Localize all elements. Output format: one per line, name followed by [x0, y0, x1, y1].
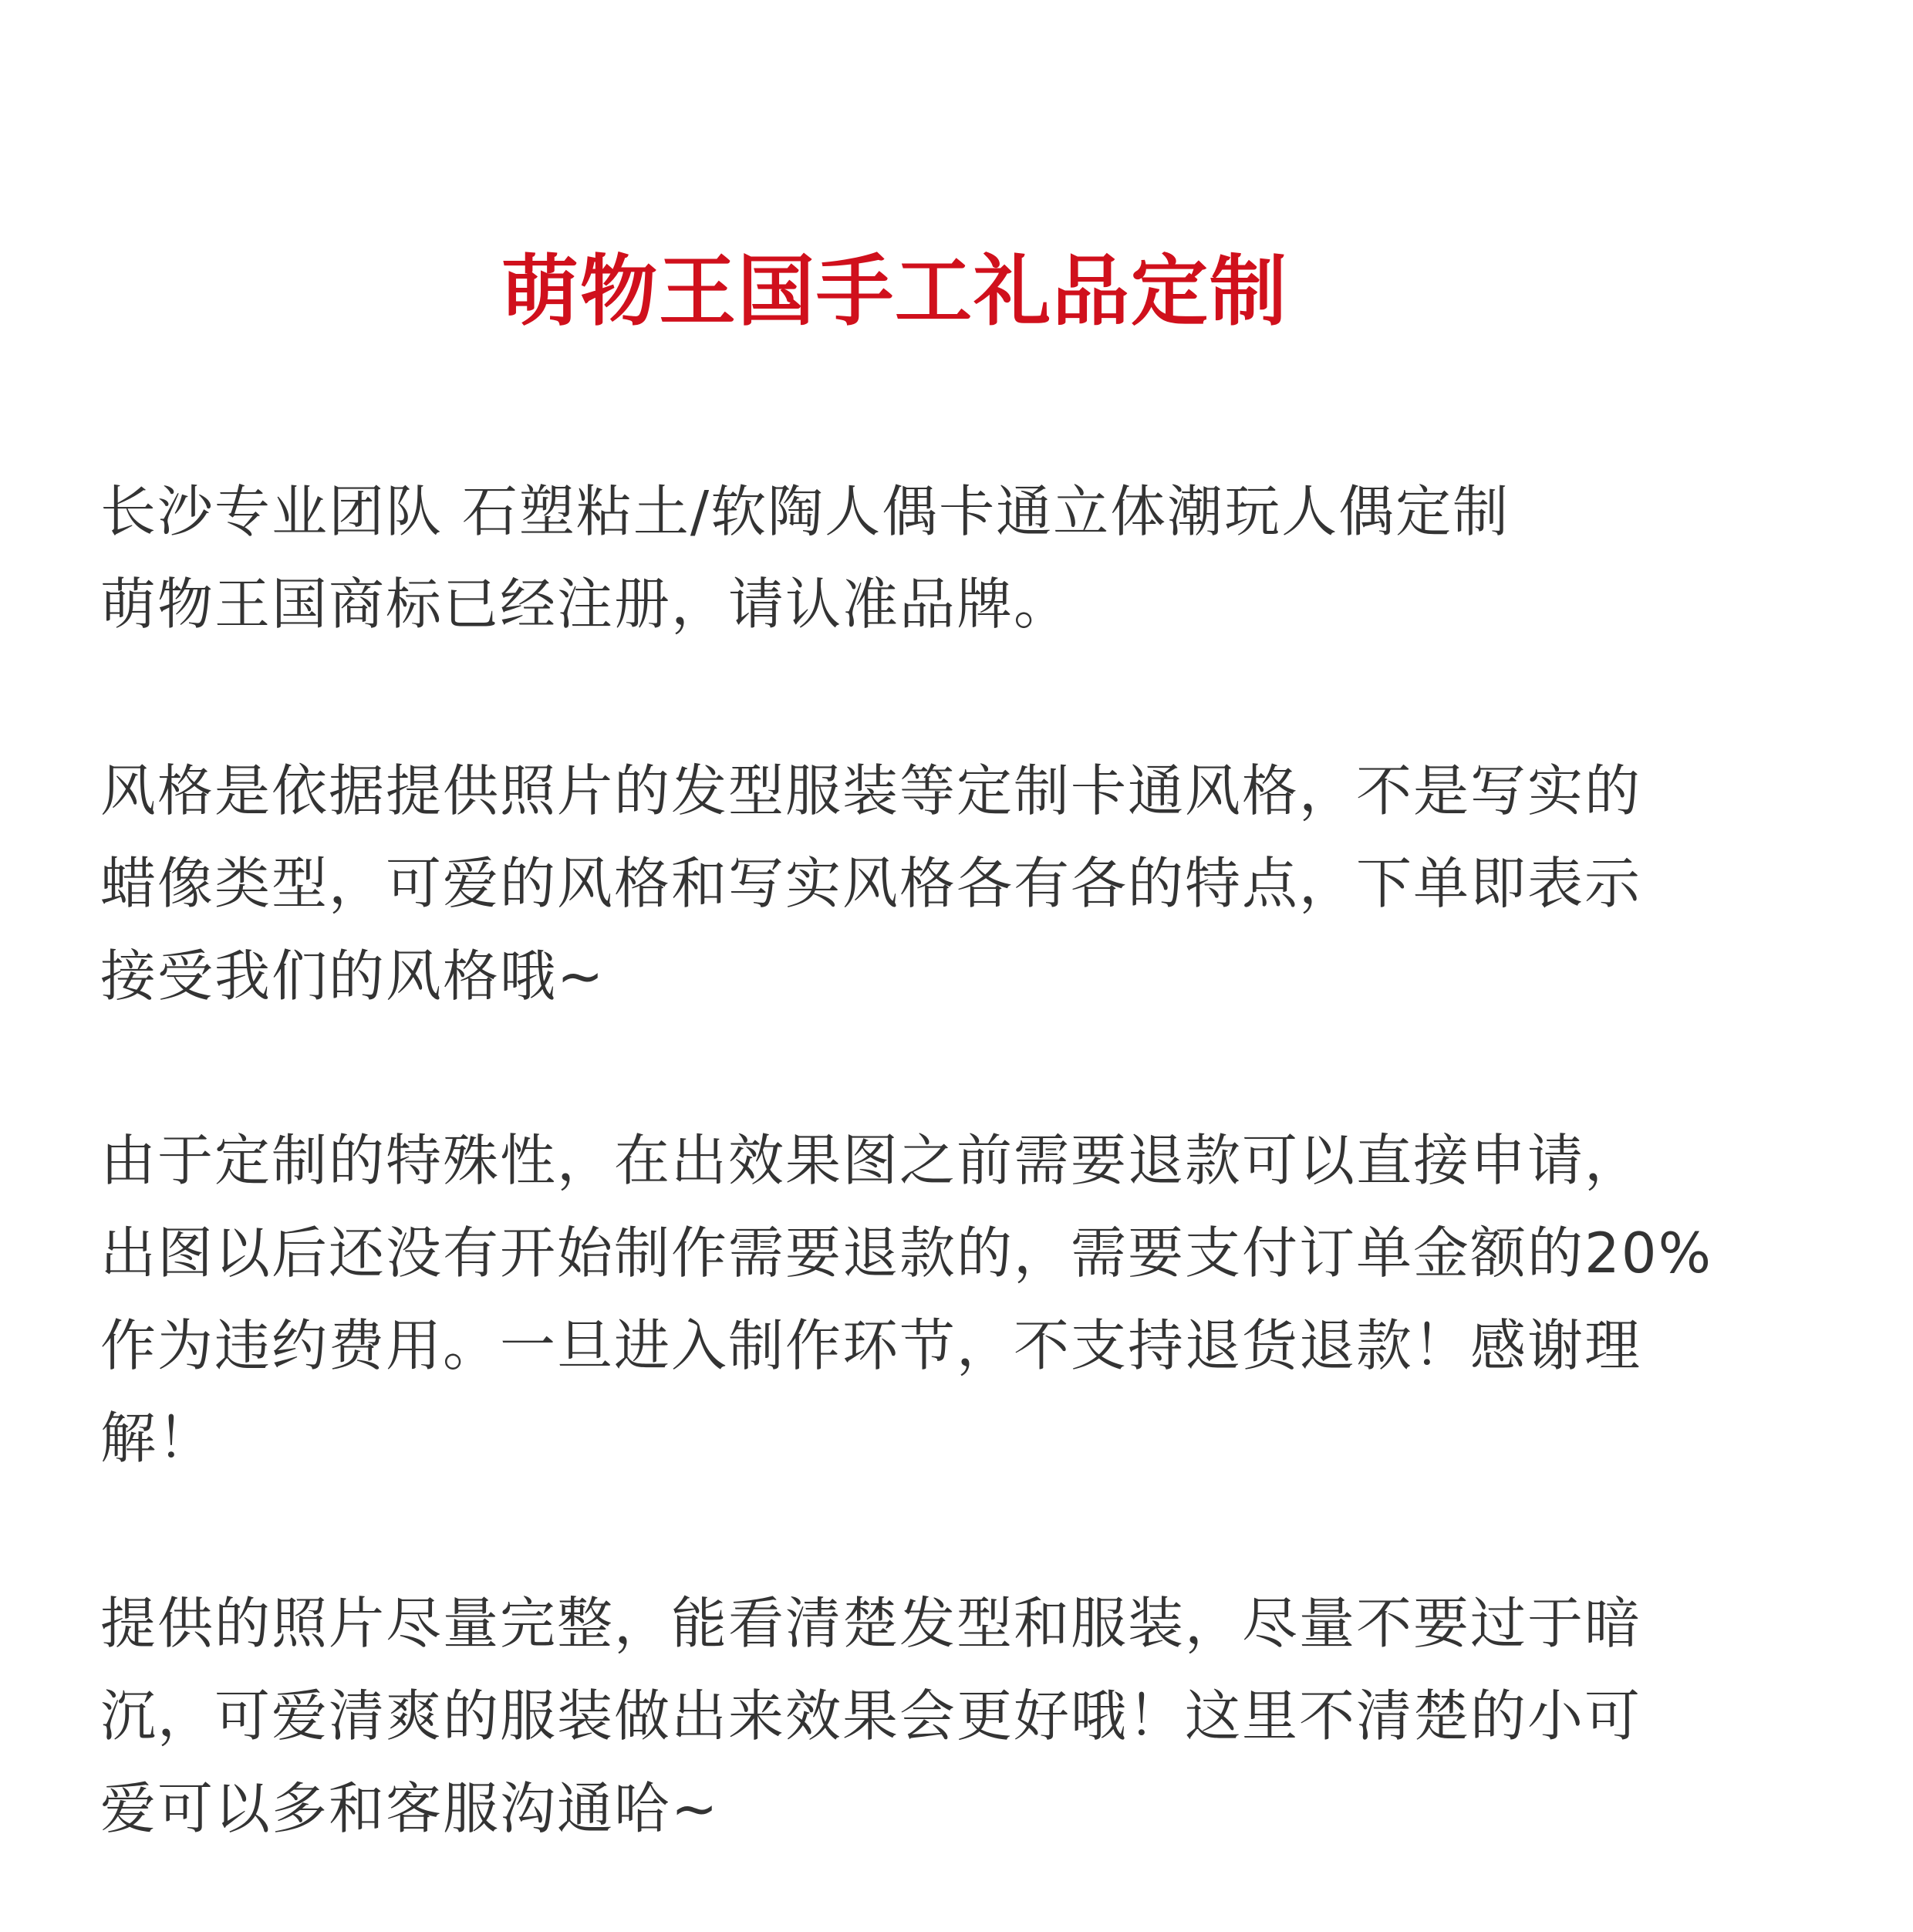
intro-line-2: 萌物王国商标已经注册，请认准品牌。 — [100, 572, 1071, 637]
page-title: 萌物王国手工礼品定制 — [501, 246, 1288, 336]
style-note-line-3: 接受我们的风格哦~ — [100, 944, 606, 1008]
refund-note-line-4: 解！ — [100, 1406, 215, 1471]
style-note-line-1: 风格是依据提供照片的发型服装等定制卡通风格，不是写实的 — [100, 758, 1642, 823]
intro-line-1: 长沙专业团队 石塑粘土/软陶人偶卡通立体潮玩人偶定制 — [100, 479, 1510, 544]
refund-note-line-2: 出图以后还没有开始制作需要退款的，需要支付订单金额的20% — [100, 1221, 1713, 1285]
style-note-line-2: 蜡像类型，可爱的风格和写实风格各有各的特点，下单即表示 — [100, 851, 1642, 916]
photo-note-line-3: 爱可以多和客服沟通哈~ — [100, 1776, 720, 1841]
refund-note-line-3: 作为违约费用。一旦进入制作环节，不支持退货退款！感谢理 — [100, 1313, 1642, 1378]
refund-note-line-1: 由于定制的特殊性，在出效果图之前需要退款可以直接申请， — [100, 1128, 1642, 1193]
photo-note-line-2: 沉，可爱清爽的服装做出来效果会更好哦！这里不清楚的小可 — [100, 1684, 1642, 1748]
photo-note-line-1: 提供的照片尽量完整，能看清楚发型和服装，尽量不要过于暗 — [100, 1591, 1642, 1656]
